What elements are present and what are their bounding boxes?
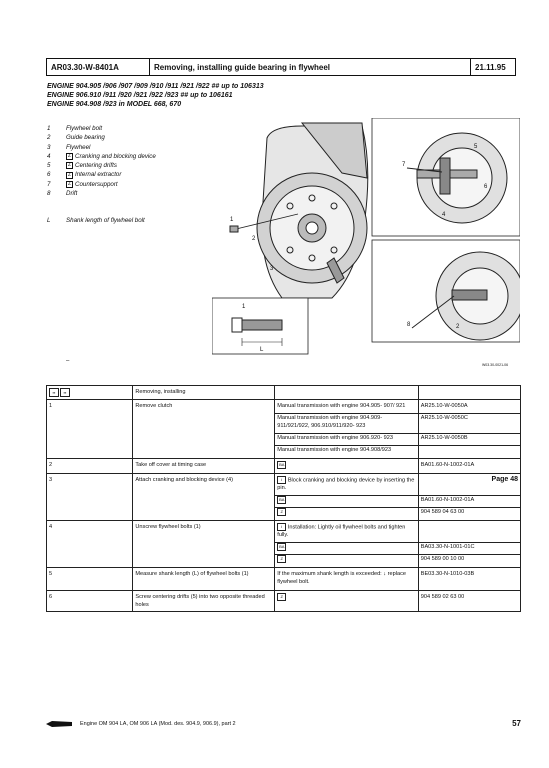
special-tool-icon: Z: [67, 171, 72, 178]
legend-number: 5: [47, 162, 51, 170]
step-details: [275, 521, 418, 568]
reference-entry[interactable]: BE03.30-N-1010-03B: [420, 571, 475, 577]
brand-logo-icon: [46, 721, 72, 727]
detail-entry: [275, 496, 417, 508]
legend-item: [47, 170, 156, 179]
table-header-row: [47, 386, 521, 400]
footer-text: Engine OM 904 LA, OM 906 LA (Mod. des. 904.9, 906.9), part 2: [80, 720, 236, 727]
legend-label: Internal extractor: [75, 171, 122, 179]
legend-number: 6: [47, 171, 51, 179]
separator-dash: –: [66, 358, 70, 364]
flywheel-drawing: [212, 118, 520, 364]
callout-7: 7: [402, 162, 406, 168]
legend-item: [47, 143, 156, 152]
step-number: 5: [47, 568, 133, 591]
extractor-drawing: [372, 118, 520, 236]
engine-applicability: [47, 82, 264, 109]
step-details: [275, 474, 418, 521]
legend-number: 1: [47, 125, 51, 132]
step-text: Take off cover at timing case: [133, 459, 275, 474]
document-title: Removing, installing guide bearing in flywheel: [150, 59, 471, 75]
reference-entry[interactable]: 904 589 02 63 00: [420, 594, 465, 600]
bolt-detail-drawing: [212, 298, 308, 354]
table-row: [47, 521, 521, 568]
illustration: [212, 118, 520, 364]
info-icon: i: [277, 476, 286, 484]
step-number: 2: [47, 459, 133, 474]
special-tool-icon: Z: [277, 508, 286, 516]
detail-text: Installation: Lightly oil flywheel bolts and tighten fully.: [277, 524, 406, 539]
step-references: [418, 521, 520, 568]
document-id: AR03.30-W-8401A: [47, 59, 150, 75]
callout-8: 8: [407, 322, 411, 328]
flywheel-housing-drawing: [230, 123, 368, 298]
reference-entry[interactable]: Page 48: [419, 476, 520, 496]
detail-entry: [275, 414, 417, 434]
table-row: [47, 400, 521, 459]
reference-entry[interactable]: 904 589 00 10 00: [420, 556, 465, 562]
detail-text: Manual transmission with engine 904.905- 907/ 921: [277, 403, 406, 409]
step-number: 1: [47, 400, 133, 459]
info-icon: i: [277, 523, 286, 531]
legend-label: Flywheel: [66, 143, 91, 151]
callout-2: 2: [252, 236, 256, 242]
legend-label: Centering drifts: [75, 162, 117, 170]
step-details: [275, 568, 418, 591]
step-text: Screw centering drifts (5) into two opposite threaded holes: [133, 591, 275, 612]
legend-label: Guide bearing: [66, 134, 105, 142]
document-date: 21.11.95: [475, 62, 506, 72]
detail-entry: [275, 476, 417, 496]
callout-3: 3: [270, 266, 274, 272]
legend-number: 8: [47, 190, 51, 198]
legend-number: 2: [47, 134, 51, 142]
step-text: Measure shank length (L) of flywheel bolts (1): [133, 568, 275, 591]
step-number: 3: [47, 474, 133, 521]
detail-entry: [275, 555, 417, 565]
step-text: Attach cranking and blocking device (4): [133, 474, 275, 521]
page-footer: [46, 719, 521, 728]
engine-line: ENGINE 904.905 /906 /907 /909 /910 /911 /921 /922 ## up to 106313: [47, 83, 264, 90]
legend-label: Drift: [66, 190, 78, 198]
detail-entry: [275, 402, 417, 414]
table-row: [47, 474, 521, 521]
parts-legend: [47, 124, 156, 198]
reference-entry[interactable]: AR25.10-W-0050A: [419, 402, 520, 414]
document-icon: BA: [279, 462, 285, 467]
detail-entry: [275, 508, 417, 518]
legend-item: [47, 152, 156, 161]
step-details: [275, 400, 418, 459]
special-tool-icon: Z: [67, 153, 72, 160]
callout-bolt-1: 1: [242, 304, 246, 310]
callout-4: 4: [442, 212, 446, 218]
document-header: [46, 58, 516, 76]
legend-item: [47, 189, 156, 198]
drift-drawing: [372, 240, 520, 342]
detail-entry: [275, 523, 417, 543]
callout-2b: 2: [456, 324, 460, 330]
detail-entry: [275, 461, 417, 471]
detail-entry: [275, 570, 417, 588]
callout-L: L: [260, 347, 264, 353]
callout-5: 5: [474, 144, 478, 150]
step-references: [418, 400, 520, 459]
reference-entry[interactable]: BA01.60-N-1002-01A: [420, 462, 475, 468]
detail-entry: [275, 543, 417, 555]
legend-number: 3: [47, 143, 51, 151]
detail-text: Block cranking and blocking device by inserting the pin.: [277, 477, 415, 492]
reference-entry[interactable]: AR25.10-W-0050B: [419, 434, 520, 446]
grid-icon: ▪▪: [60, 388, 70, 397]
detail-text: Manual transmission with engine 906.920- 923: [277, 435, 393, 441]
reference-entry[interactable]: BA03.30-N-1001-01C: [419, 543, 520, 555]
step-references: [418, 591, 520, 612]
detail-text: Manual transmission with engine 904.908/923: [277, 447, 392, 453]
table-row: [47, 591, 521, 612]
step-text: Unscrew flywheel bolts (1): [133, 521, 275, 568]
shank-legend: [47, 217, 145, 224]
legend-number: 7: [47, 180, 51, 188]
step-references: [418, 459, 520, 474]
detail-text: If the maximum shank length is exceeded: ↓ replace flywheel bolt.: [277, 571, 406, 585]
legend-number: 4: [47, 152, 51, 160]
reference-entry[interactable]: [419, 446, 520, 456]
legend-item: [47, 161, 156, 170]
reference-entry[interactable]: AR25.10-W-0050C: [419, 414, 520, 434]
grid-icon: ▪▪: [49, 388, 59, 397]
table-row: [47, 568, 521, 591]
procedure-table: [46, 385, 521, 612]
special-tool-icon: Z: [277, 593, 286, 601]
step-details: [275, 591, 418, 612]
special-tool-icon: Z: [67, 162, 72, 169]
document-icon: BA: [279, 497, 285, 502]
reference-entry[interactable]: 904 589 04 63 00: [420, 509, 465, 515]
step-number: 6: [47, 591, 133, 612]
legend-label: Flywheel bolt: [66, 125, 103, 132]
step-details: [275, 459, 418, 474]
reference-entry[interactable]: BA01.60-N-1002-01A: [419, 496, 520, 508]
step-references: [418, 474, 520, 521]
detail-entry: [275, 446, 417, 456]
engine-line: ENGINE 904.908 /923 in MODEL 668, 670: [47, 101, 182, 108]
detail-entry: [275, 434, 417, 446]
step-text: Remove clutch: [133, 400, 275, 459]
legend-item: [47, 124, 156, 133]
engine-line: ENGINE 906.910 /911 /920 /921 /922 /923 ## up to 106161: [47, 92, 233, 99]
legend-item: [47, 180, 156, 189]
legend-label: Shank length of flywheel bolt: [66, 217, 145, 224]
header-label: Removing, installing: [133, 386, 275, 400]
special-tool-icon: Z: [277, 555, 286, 563]
callout-1: 1: [230, 217, 234, 223]
step-references: [418, 568, 520, 591]
legend-label: Cranking and blocking device: [75, 152, 156, 160]
table-row: [47, 459, 521, 474]
legend-number: L: [47, 217, 51, 224]
page-number: 57: [512, 719, 521, 728]
special-tool-icon: Z: [67, 180, 72, 187]
step-number: 4: [47, 521, 133, 568]
detail-entry: [275, 593, 417, 603]
callout-6: 6: [484, 184, 488, 190]
header-icons: [47, 386, 133, 400]
reference-entry[interactable]: [419, 523, 520, 543]
figure-reference: W03.30-0021-06: [482, 363, 509, 367]
detail-text: Manual transmission with engine 904.909- 911/921/922, 906.910/911/920- 923: [277, 415, 383, 429]
legend-label: Countersupport: [75, 180, 118, 188]
document-icon: BA: [279, 544, 285, 549]
legend-item: [47, 133, 156, 142]
